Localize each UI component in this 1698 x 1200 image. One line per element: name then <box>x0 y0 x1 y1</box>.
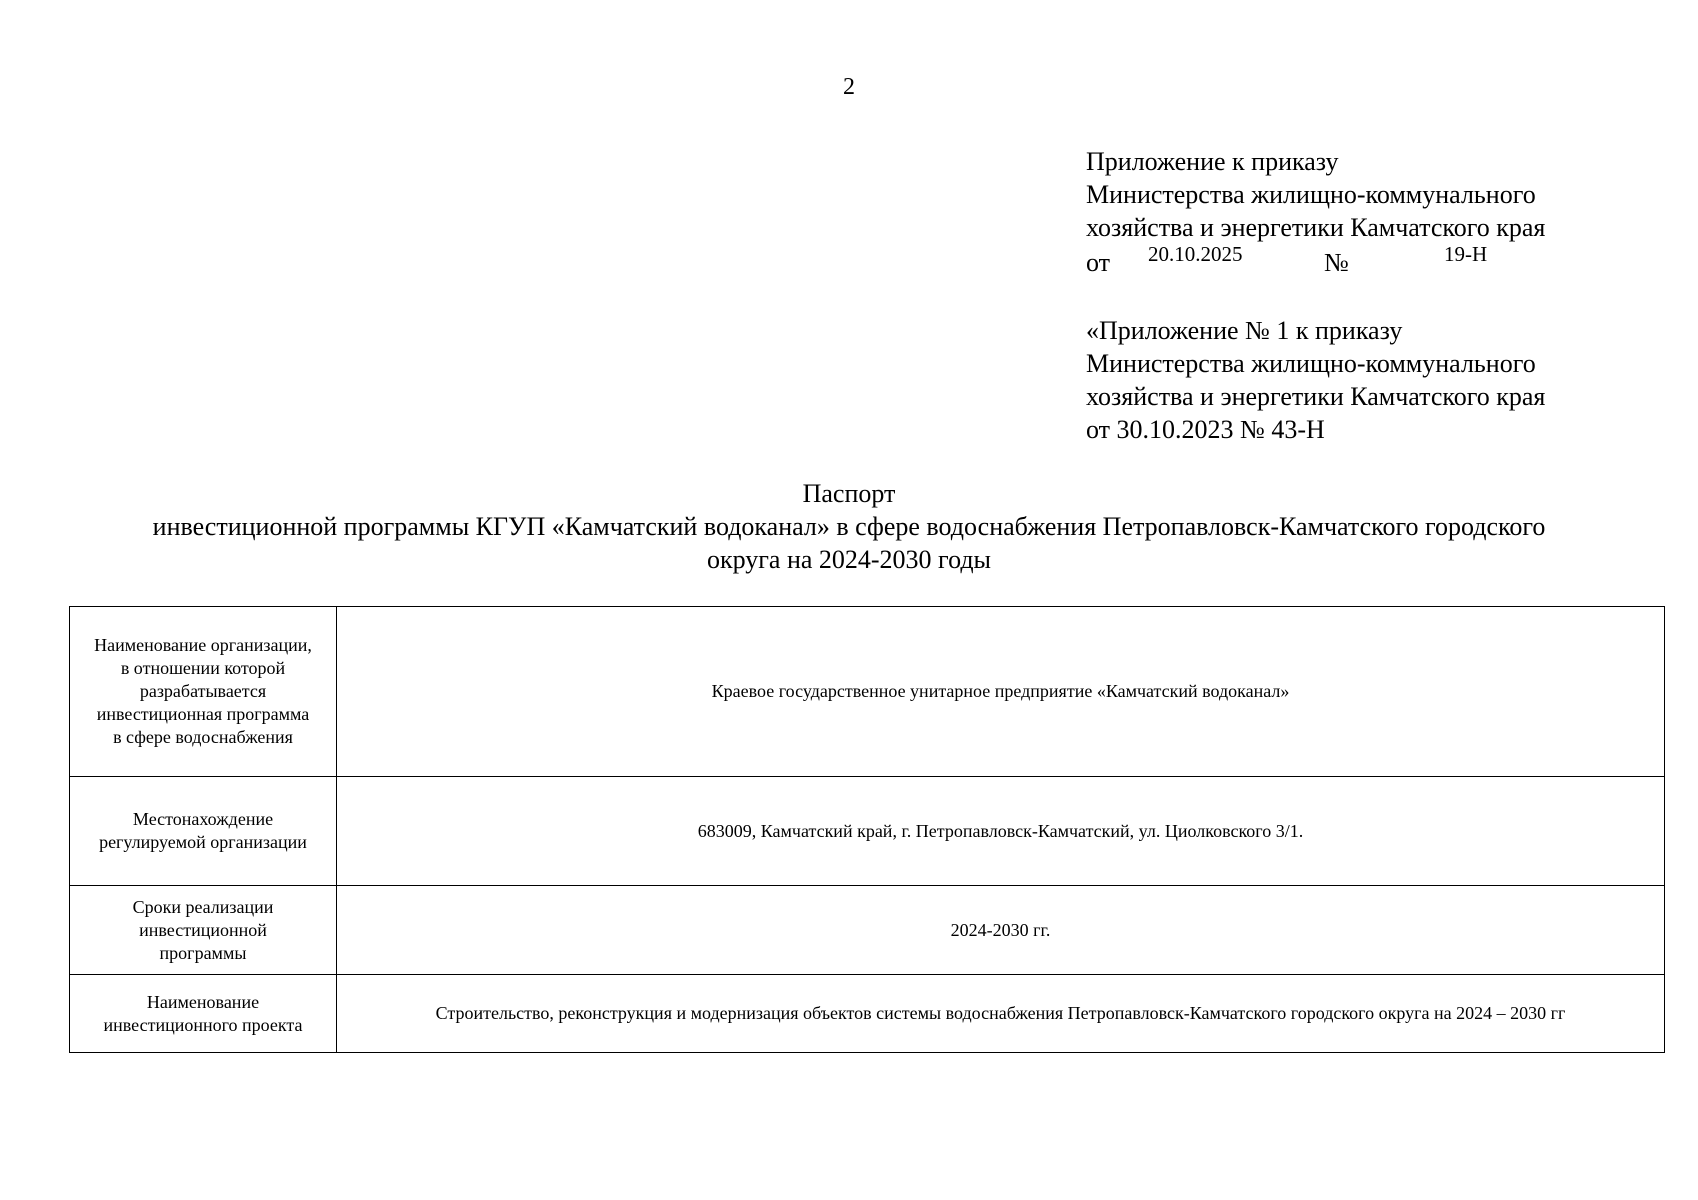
row-value-cell: Краевое государственное унитарное предприятие «Камчатский водоканал» <box>337 607 1665 777</box>
page-number: 2 <box>843 74 855 100</box>
appendix-current-line2: Министерства жилищно-коммунального <box>1086 180 1536 209</box>
appendix-original-line2: Министерства жилищно-коммунального <box>1086 349 1536 378</box>
row-value-cell: Строительство, реконструкция и модернизация объектов системы водоснабжения Петропавловск-Камчатского городского округа на 2024 – 2030 гг <box>337 975 1665 1053</box>
document-title <box>0 477 1698 576</box>
row-label-line: инвестиционной <box>139 919 267 940</box>
appendix-current-reference <box>1086 244 1545 277</box>
appendix-original-line3: хозяйства и энергетики Камчатского края <box>1086 382 1546 411</box>
row-label-line: в отношении которой <box>120 658 286 678</box>
title-line2: инвестиционной программы КГУП «Камчатский водоканал» в сфере водоснабжения Петропавловск-Камчатского городского <box>152 512 1546 541</box>
table-row <box>70 777 1665 886</box>
row-label-line: в сфере водоснабжения <box>113 727 293 747</box>
appendix-current-date: 20.10.2025 <box>1148 242 1243 266</box>
row-label-line: инвестиционного проекта <box>103 1014 303 1035</box>
row-value-cell: 683009, Камчатский край, г. Петропавловск-Камчатский, ул. Циолковского 3/1. <box>337 777 1665 886</box>
table-row <box>70 607 1665 777</box>
row-label-line: программы <box>159 942 247 963</box>
appendix-original-line4: от 30.10.2023 № 43-Н <box>1086 415 1325 444</box>
appendix-current-line1: Приложение к приказу <box>1086 147 1339 176</box>
appendix-current-number-sign: № <box>1324 248 1349 277</box>
row-label-line: инвестиционная программа <box>96 704 310 724</box>
row-label-cell <box>70 777 337 886</box>
row-label-line: разрабатывается <box>139 681 267 701</box>
appendix-original-line1: «Приложение № 1 к приказу <box>1086 316 1403 345</box>
appendix-current-from-label: от <box>1086 248 1111 277</box>
row-label-line: Наименование <box>146 991 260 1012</box>
row-label-cell <box>70 607 337 777</box>
row-label-line: Сроки реализации <box>132 896 274 917</box>
row-label-line: Местонахождение <box>132 809 274 829</box>
table-row <box>70 886 1665 975</box>
appendix-current-order <box>1086 145 1545 277</box>
appendix-current-number: 19-Н <box>1444 242 1488 266</box>
title-line1: Паспорт <box>802 479 896 508</box>
row-label-cell <box>70 975 337 1053</box>
row-label-line: Наименование организации, <box>94 635 312 655</box>
appendix-current-line3: хозяйства и энергетики Камчатского края <box>1086 213 1546 242</box>
passport-table <box>69 606 1665 1053</box>
table-row <box>70 975 1665 1053</box>
row-value-cell: 2024-2030 гг. <box>337 886 1665 975</box>
row-label-cell <box>70 886 337 975</box>
title-line3: округа на 2024-2030 годы <box>706 545 992 574</box>
appendix-original-order <box>1086 314 1545 446</box>
row-label-line: регулируемой организации <box>99 832 307 852</box>
